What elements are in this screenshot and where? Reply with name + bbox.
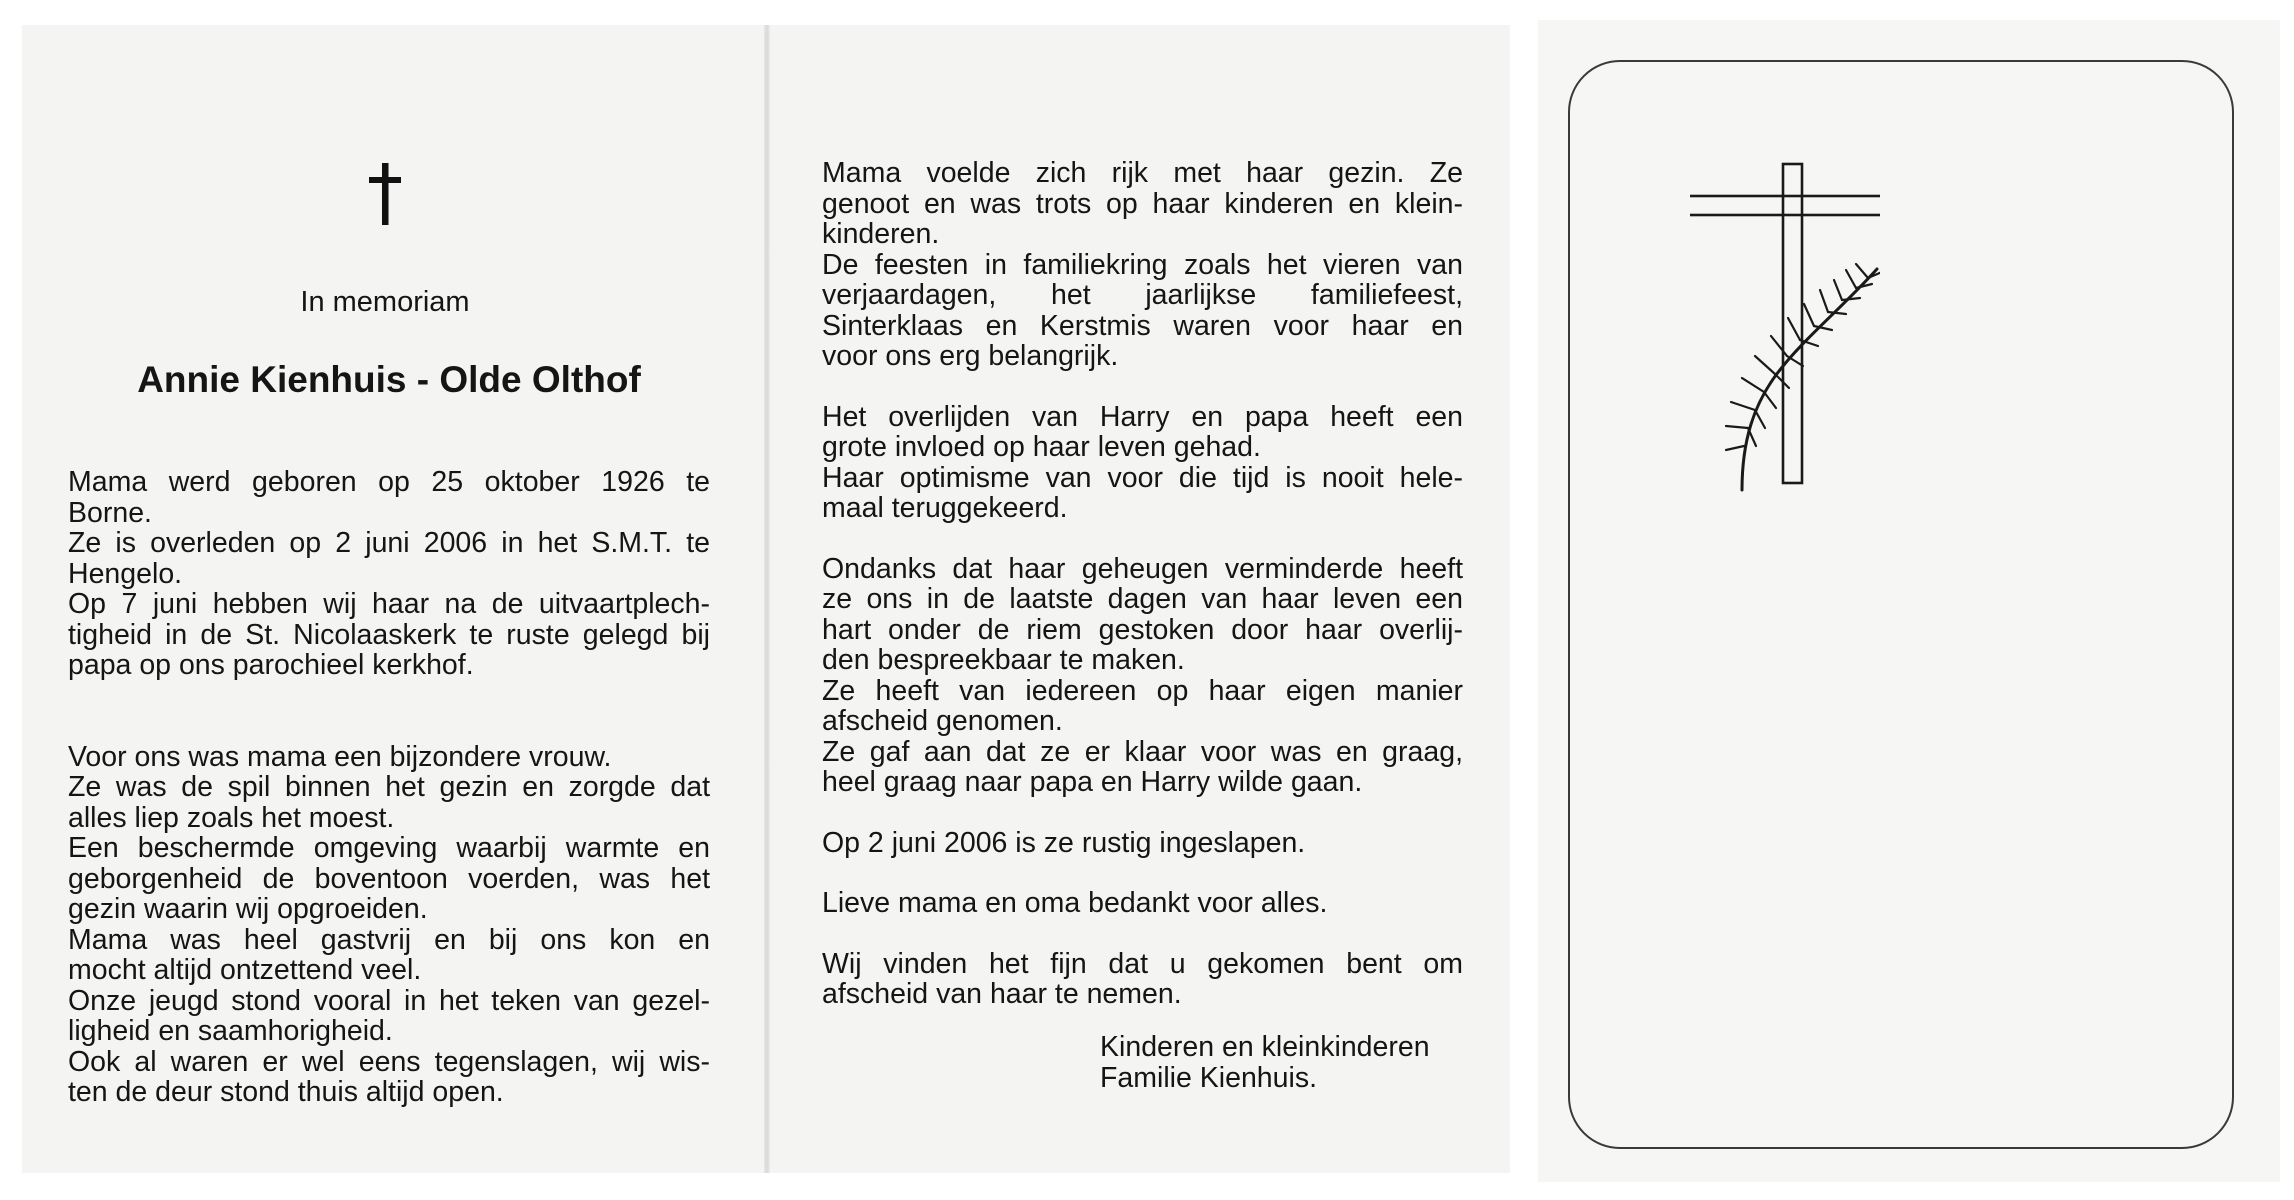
left-text-line: Onze jeugd stond vooral in het teken van gezel- (68, 984, 710, 1017)
left-text-line: Voor ons was mama een bijzondere vrouw. (68, 740, 612, 773)
middle-text-line: afscheid genomen. (822, 705, 1063, 737)
deceased-name: Annie Kienhuis - Olde Olthof (137, 359, 641, 400)
left-text-line: Borne. (68, 496, 152, 529)
left-text-line: alles liep zoals het moest. (68, 801, 395, 834)
left-text-line: tigheid in de St. Nicolaaskerk te ruste gelegd bij (68, 618, 710, 651)
paragraph-gap (822, 798, 1463, 828)
middle-text-line: kinderen. (822, 218, 940, 250)
rounded-border-frame (1568, 60, 2234, 1149)
left-text-line: gezin waarin wij opgroeiden. (68, 893, 428, 925)
paragraph-gap (822, 372, 1463, 402)
middle-text-line: Haar optimisme van voor die tijd is nooit hele- (822, 461, 1463, 494)
left-text-line: Ze was de spil binnen het gezin en zorgde dat (68, 771, 710, 803)
middle-text-line: hart onder de riem gestoken door haar overlij- (822, 613, 1463, 646)
signature-line: Kinderen en kleinkinderen (1100, 1031, 1430, 1063)
middle-text-line: den bespreekbaar te maken. (822, 644, 1185, 676)
card-front-page (1538, 20, 2280, 1182)
signature (1100, 1032, 1430, 1093)
middle-text-line: voor ons erg belangrijk. (822, 340, 1119, 372)
left-text-line: Op 7 juni hebben wij haar na de uitvaartplech- (68, 588, 710, 620)
left-text-line: Ook al waren er wel eens tegenslagen, wij wis- (68, 1045, 710, 1078)
left-text-line: ten de deur stond thuis altijd open. (68, 1076, 504, 1108)
left-text-line: geborgenheid de boventoon voerden, was het (68, 862, 710, 895)
left-text-line: mocht altijd ontzettend veel. (68, 954, 422, 986)
middle-text-line: Ze heeft van iedereen op haar eigen manier (822, 674, 1463, 707)
middle-text-line: verjaardagen, het jaarlijkse familiefeest, (822, 279, 1463, 311)
middle-text-line: Op 2 juni 2006 is ze rustig ingeslapen. (822, 826, 1306, 859)
middle-text-line: Mama voelde zich rijk met haar gezin. Ze (822, 157, 1463, 189)
left-text-line: Mama was heel gastvrij en bij ons kon en (68, 923, 710, 956)
memoriam-heading: In memoriam (300, 286, 470, 318)
middle-text-line: grote invloed op haar leven gehad. (822, 431, 1261, 463)
middle-text-line: ze ons in de laatste dagen van haar leven een (822, 583, 1463, 615)
middle-text-line: maal teruggekeerd. (822, 492, 1068, 524)
middle-text-line: De feesten in familiekring zoals het vieren van (822, 248, 1463, 281)
left-body-text (68, 467, 710, 1108)
middle-text-line: Het overlijden van Harry en papa heeft een (822, 400, 1463, 433)
paragraph-gap (822, 919, 1463, 949)
middle-text-line: heel graag naar papa en Harry wilde gaan. (822, 766, 1363, 798)
left-text-line: ligheid en saamhorigheid. (68, 1015, 393, 1047)
middle-text-line: Ze gaf aan dat ze er klaar voor was en graag, (822, 735, 1463, 768)
middle-text-line: Sinterklaas en Kerstmis waren voor haar en (822, 309, 1463, 342)
left-text-line: Hengelo. (68, 557, 183, 590)
middle-text-line: genoot en was trots op haar kinderen en klein- (822, 187, 1463, 220)
middle-text-line: Wij vinden het fijn dat u gekomen bent om (822, 947, 1463, 980)
paragraph-gap (822, 858, 1463, 888)
middle-text-line: Lieve mama en oma bedankt voor alles. (822, 887, 1328, 919)
small-cross-icon (365, 163, 405, 225)
card-fold (764, 25, 770, 1173)
signature-line: Familie Kienhuis. (1100, 1061, 1318, 1094)
left-text-line: Ze is overleden op 2 juni 2006 in het S.M.T. te (68, 527, 710, 559)
paragraph-gap (68, 681, 710, 742)
paragraph-gap (822, 524, 1463, 554)
left-text-line: Mama werd geboren op 25 oktober 1926 te (68, 466, 710, 498)
cross-with-palm-icon (1690, 160, 1880, 500)
left-text-line: Een beschermde omgeving waarbij warmte en (68, 832, 710, 864)
middle-body-text (822, 158, 1463, 1010)
left-text-line: papa op ons parochieel kerkhof. (68, 649, 474, 681)
middle-text-line: Ondanks dat haar geheugen verminderde heeft (822, 552, 1463, 585)
middle-text-line: afscheid van haar te nemen. (822, 978, 1182, 1010)
